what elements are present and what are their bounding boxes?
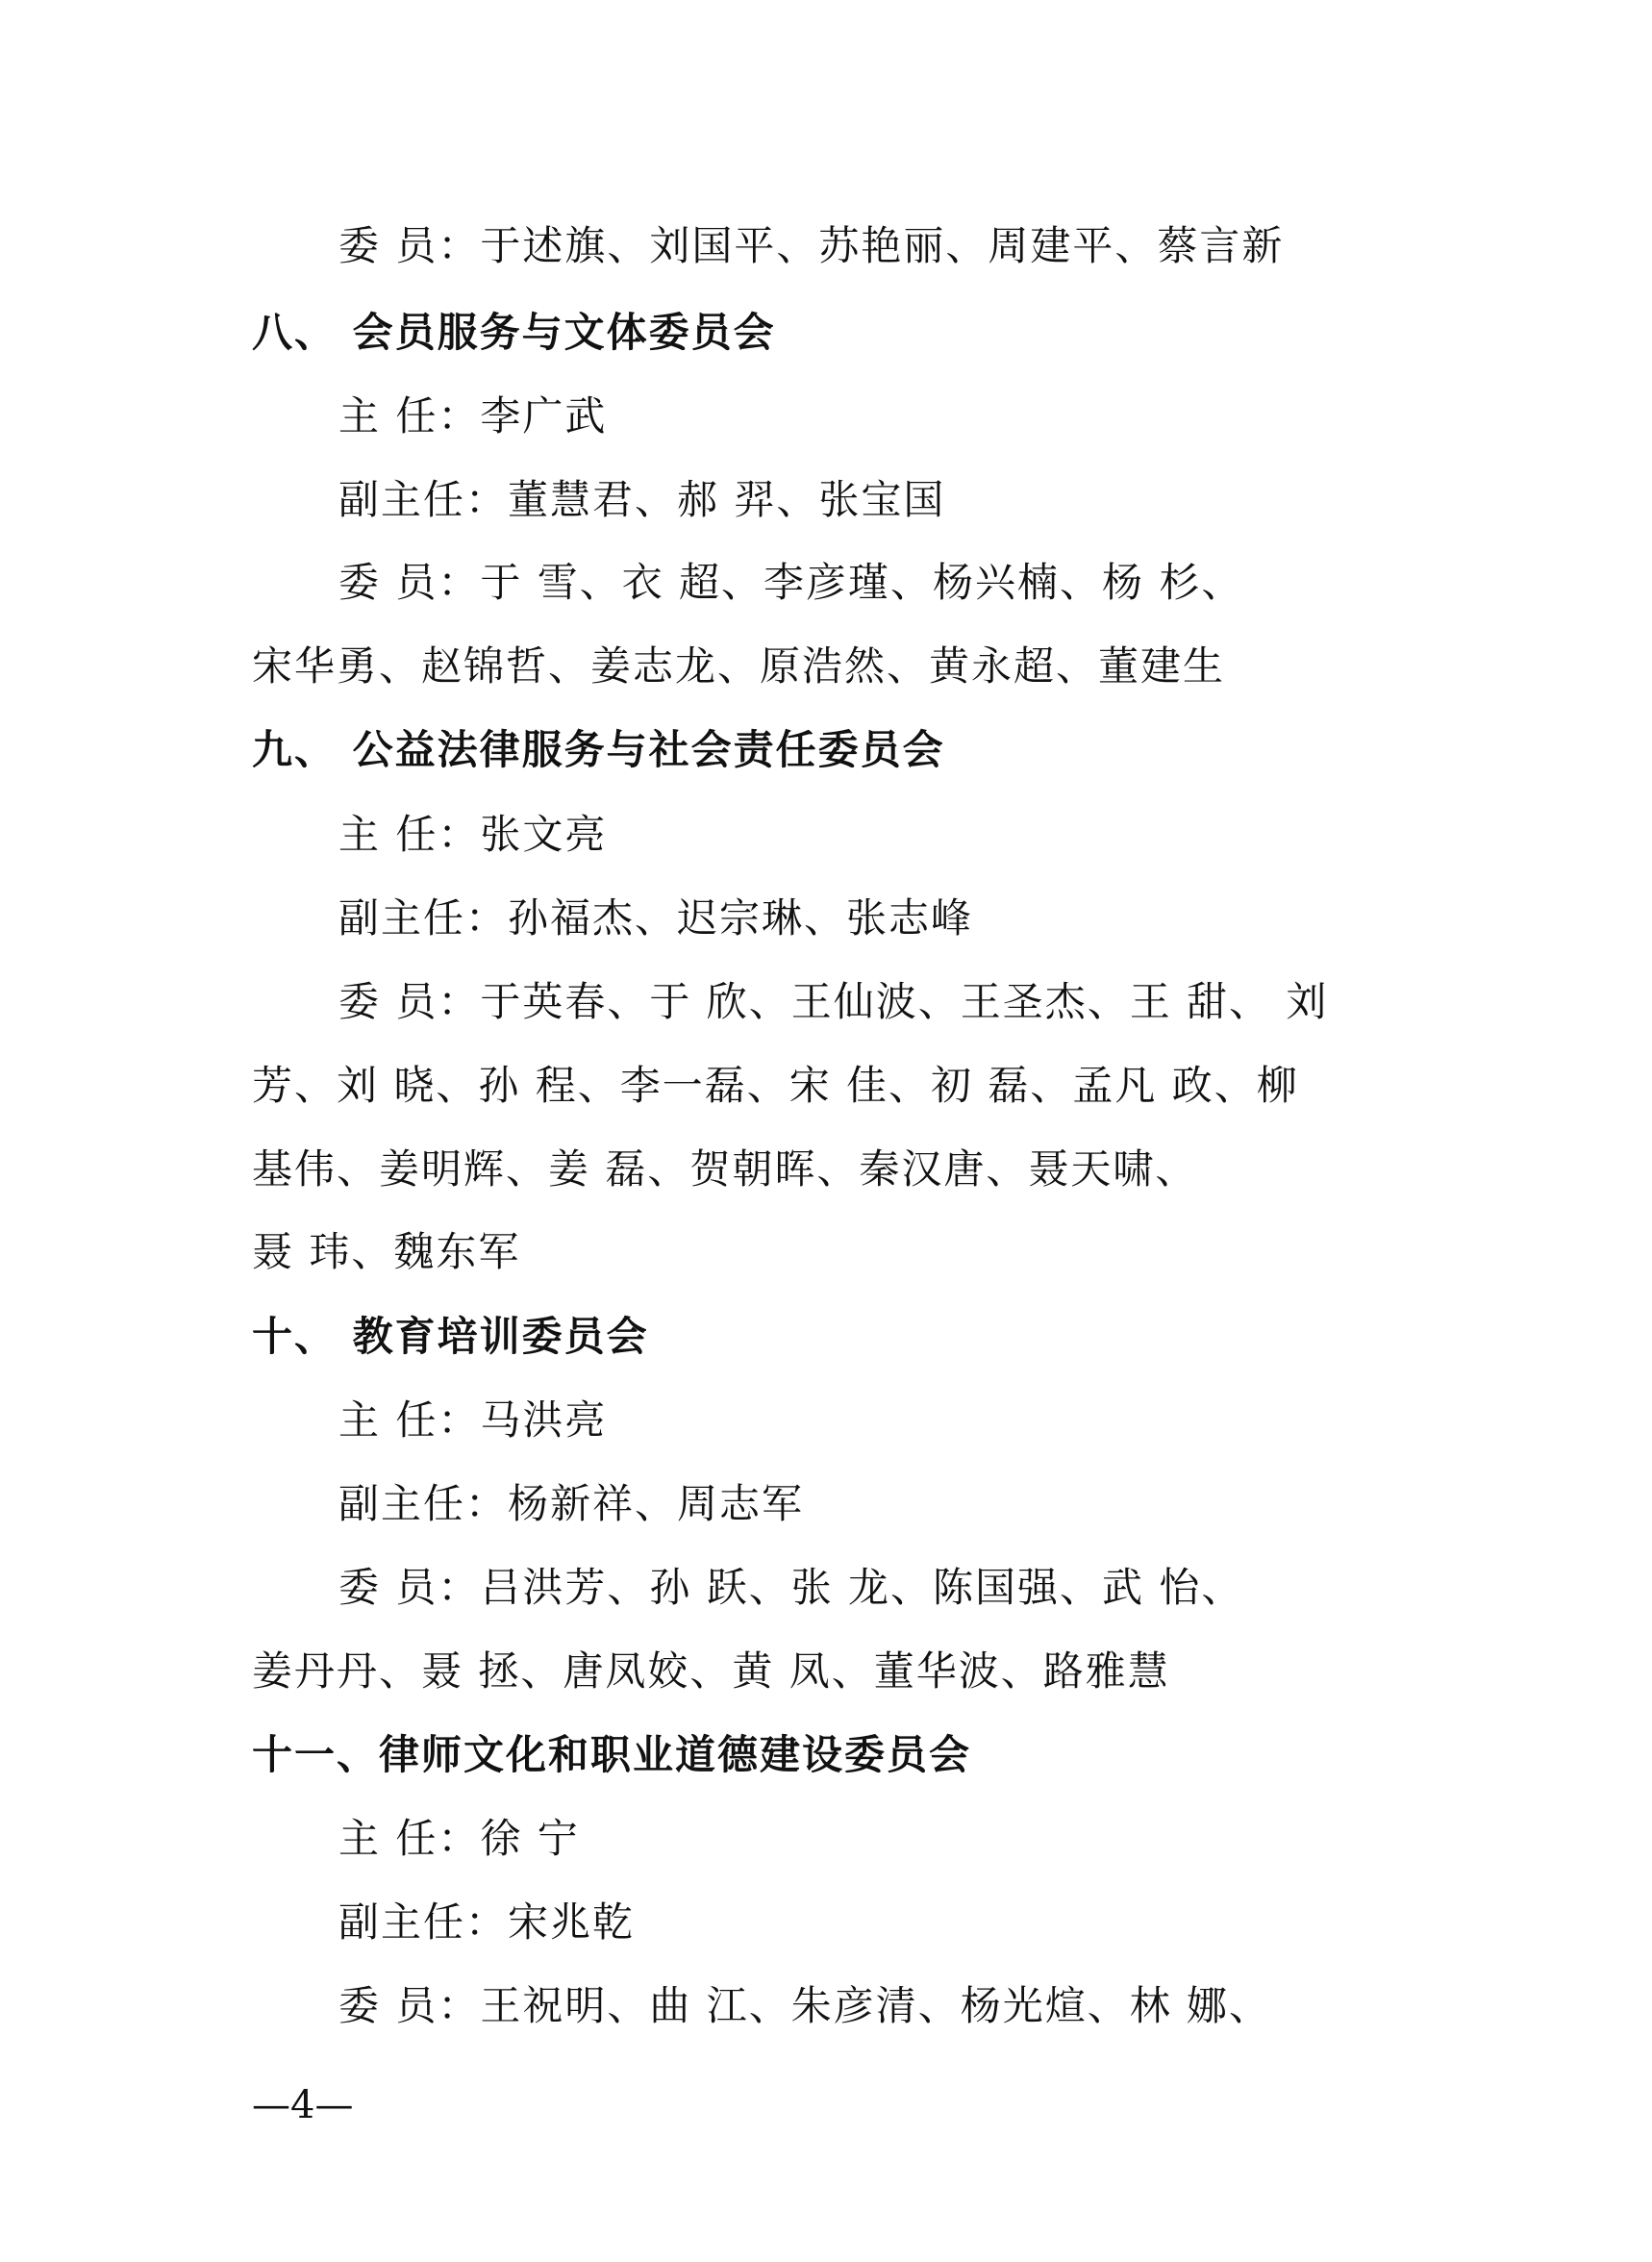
committee-8-members-cont: 宋华勇、赵锦哲、姜志龙、原浩然、黄永超、董建生 xyxy=(252,642,1226,690)
committee-9-members-cont-3: 聂 玮、魏东军 xyxy=(252,1228,521,1275)
committee-11-director: 主 任：徐 宁 xyxy=(338,1815,580,1862)
committee-9-deputy-directors: 副主任：孙福杰、迟宗琳、张志峰 xyxy=(338,894,974,942)
committee-10-members-cont: 姜丹丹、聂 拯、唐凤姣、黄 凤、董华波、路雅慧 xyxy=(252,1647,1170,1695)
section-heading-9: 九、 公益法律服务与社会责任委员会 xyxy=(252,726,945,773)
committee-7-members-cont: 委 员：于述旗、刘国平、苏艳丽、周建平、蔡言新 xyxy=(338,222,1285,269)
committee-9-director: 主 任：张文亮 xyxy=(338,811,608,858)
committee-8-director: 主 任：李广武 xyxy=(338,392,608,440)
committee-11-deputy-director: 副主任：宋兆乾 xyxy=(338,1898,636,1946)
committee-11-members: 委 员：王祝明、曲 江、朱彦清、杨光煊、林 娜、 xyxy=(338,1982,1272,2029)
page-number: —4— xyxy=(252,2083,354,2127)
committee-10-director: 主 任：马洪亮 xyxy=(338,1396,608,1444)
section-heading-10: 十、 教育培训委员会 xyxy=(252,1313,649,1360)
committee-8-members: 委 员：于 雪、衣 超、李彦瑾、杨兴楠、杨 杉、 xyxy=(338,559,1244,606)
committee-9-members-cont-2: 基伟、姜明辉、姜 磊、贺朝晖、秦汉唐、聂天啸、 xyxy=(252,1145,1198,1193)
committee-9-members-cont-1: 芳、刘 晓、孙 程、李一磊、宋 佳、初 磊、孟凡 政、柳 xyxy=(252,1062,1299,1109)
committee-10-deputy-directors: 副主任：杨新祥、周志军 xyxy=(338,1480,805,1527)
committee-9-members: 委 员：于英春、于 欣、王仙波、王圣杰、王 甜、 刘 xyxy=(338,978,1329,1025)
committee-10-members: 委 员：吕洪芳、孙 跃、张 龙、陈国强、武 怡、 xyxy=(338,1564,1244,1611)
section-heading-11: 十一、律师文化和职业道德建设委员会 xyxy=(252,1731,972,1778)
section-heading-8: 八、 会员服务与文体委员会 xyxy=(252,309,776,356)
committee-8-deputy-directors: 副主任：董慧君、郝 羿、张宝国 xyxy=(338,476,946,523)
